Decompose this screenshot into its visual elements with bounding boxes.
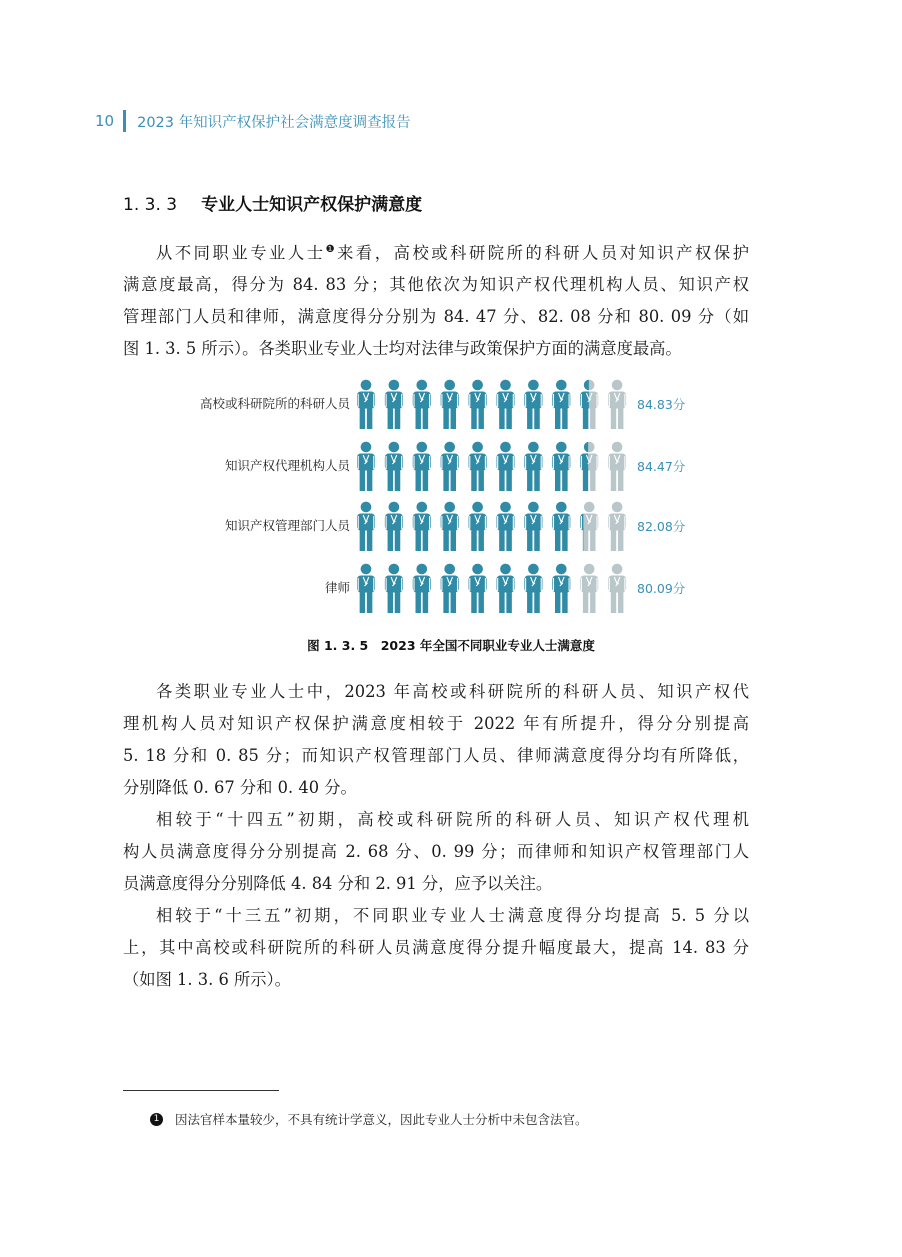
person-icon <box>524 502 542 551</box>
person-icon <box>413 442 431 491</box>
person-icon <box>552 380 570 429</box>
person-icon <box>357 380 375 429</box>
chart-row <box>150 440 750 492</box>
paragraph-line: （如图 1. 3. 6 所示）。 <box>123 970 291 989</box>
running-header <box>95 110 411 132</box>
paragraph-2 <box>123 676 749 804</box>
paragraph-4 <box>123 900 749 996</box>
value-label: 82.08分 <box>637 519 686 534</box>
person-icon <box>413 380 431 429</box>
person-icon <box>608 380 626 429</box>
paragraph-line: 从不同职业专业人士$^❶$来看，高校或科研院所的科研人员对知识产权保护 <box>156 243 749 263</box>
footnote <box>150 1110 588 1128</box>
header-divider <box>123 110 126 132</box>
person-icons <box>355 562 635 614</box>
category-label: 知识产权代理机构人员 <box>224 458 350 473</box>
paragraph-line: 员满意度得分分别降低 4. 84 分和 2. 91 分，应予以关注。 <box>123 874 553 893</box>
person-icon <box>385 442 403 491</box>
person-icon <box>469 564 487 613</box>
person-icon <box>497 502 515 551</box>
paragraph-line: 分别降低 0. 67 分和 0. 40 分。 <box>123 778 357 797</box>
paragraph-1 <box>123 234 749 365</box>
chart-row <box>150 378 750 430</box>
person-icon <box>497 564 515 613</box>
person-icon <box>413 564 431 613</box>
pictogram-svg <box>355 500 635 552</box>
pictogram-svg <box>355 378 635 430</box>
paragraph-line: 5. 18 分和 0. 85 分；而知识产权管理部门人员、律师满意度得分均有所降低， <box>123 746 749 765</box>
section-heading <box>123 190 422 215</box>
person-icon <box>580 564 598 613</box>
category-label: 律师 <box>324 580 350 595</box>
person-icon <box>552 442 570 491</box>
person-icons <box>355 440 635 492</box>
person-icon <box>385 380 403 429</box>
footnote-ref-icon: ❶ <box>325 244 338 255</box>
person-icon <box>385 502 403 551</box>
person-icon <box>580 380 598 429</box>
paragraph-line: 图 1. 3. 5 所示）。各类职业专业人士均对法律与政策保护方面的满意度最高。 <box>123 339 682 359</box>
paragraph-3 <box>123 804 749 900</box>
person-icon <box>413 502 431 551</box>
pictogram-svg <box>355 440 635 492</box>
page-number: 10 <box>95 112 115 130</box>
person-icons <box>355 500 635 552</box>
person-icon <box>608 564 626 613</box>
paragraph-line: 管理部门人员和律师，满意度得分分别为 84. 47 分、82. 08 分和 80. 09 分（如 <box>123 307 749 327</box>
person-icon <box>497 380 515 429</box>
person-icon <box>469 502 487 551</box>
chart-row <box>150 562 750 614</box>
person-icons <box>355 378 635 430</box>
person-icon <box>441 502 459 551</box>
category-label: 高校或科研院所的科研人员 <box>199 396 350 411</box>
paragraph-line: 满意度最高，得分为 84. 83 分；其他依次为知识产权代理机构人员、知识产权 <box>123 275 749 295</box>
person-icon <box>441 442 459 491</box>
person-icon <box>608 442 626 491</box>
value-label: 84.47分 <box>637 459 686 474</box>
person-icon <box>552 564 570 613</box>
value-label: 84.83分 <box>637 397 686 412</box>
satisfaction-pictogram-chart <box>150 378 750 623</box>
person-icon <box>524 564 542 613</box>
person-icon <box>524 380 542 429</box>
person-icon <box>608 502 626 551</box>
section-number: 1. 3. 3 <box>123 195 178 215</box>
footnote-mark-icon: 1 <box>150 1113 163 1126</box>
paragraph-line: 上，其中高校或科研院所的科研人员满意度得分提升幅度最大，提高 14. 83 分 <box>123 938 749 957</box>
paragraph-line: 构人员满意度得分分别提高 2. 68 分、0. 99 分；而律师和知识产权管理部门人 <box>123 842 749 861</box>
person-icon <box>441 380 459 429</box>
person-icon <box>385 564 403 613</box>
value-label: 80.09分 <box>637 581 686 596</box>
section-title: 专业人士知识产权保护满意度 <box>201 195 423 215</box>
person-icon <box>469 442 487 491</box>
chart-row <box>150 500 750 552</box>
person-icon <box>357 442 375 491</box>
person-icon <box>580 502 598 551</box>
paragraph-line: 各类职业专业人士中，2023 年高校或科研院所的科研人员、知识产权代 <box>156 682 749 701</box>
person-icon <box>357 564 375 613</box>
figure-caption: 图 1. 3. 5 2023 年全国不同职业专业人士满意度 <box>307 638 595 653</box>
pictogram-svg <box>355 562 635 614</box>
person-icon <box>552 502 570 551</box>
person-icon <box>357 502 375 551</box>
person-icon <box>497 442 515 491</box>
category-label: 知识产权管理部门人员 <box>224 518 350 533</box>
footnote-rule <box>123 1090 279 1091</box>
paragraph-line: 相较于“十三五”初期，不同职业专业人士满意度得分均提高 5. 5 分以 <box>156 906 749 925</box>
person-icon <box>469 380 487 429</box>
paragraph-line: 相较于“十四五”初期，高校或科研院所的科研人员、知识产权代理机 <box>156 810 749 829</box>
person-icon <box>580 442 598 491</box>
person-icon <box>524 442 542 491</box>
header-title: 2023 年知识产权保护社会满意度调查报告 <box>137 114 411 131</box>
person-icon <box>441 564 459 613</box>
paragraph-line: 理机构人员对知识产权保护满意度相较于 2022 年有所提升，得分分别提高 <box>123 714 749 733</box>
footnote-text: 因法官样本量较少，不具有统计学意义，因此专业人士分析中未包含法官。 <box>175 1112 588 1127</box>
